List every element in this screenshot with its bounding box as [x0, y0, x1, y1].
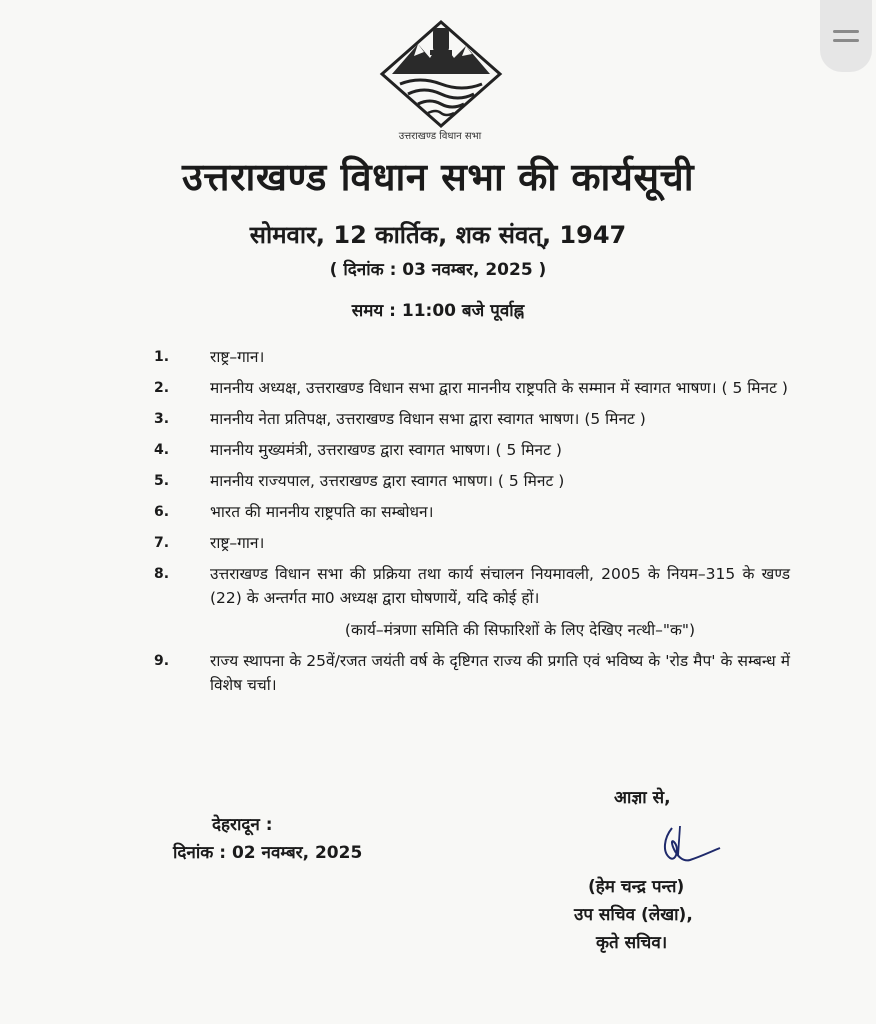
agenda-item	[150, 376, 790, 400]
page-subtitle: सोमवार, 12 कार्तिक, शक संवत्, 1947	[249, 221, 627, 249]
agenda-item-text: भारत की माननीय राष्ट्रपति का सम्बोधन।	[210, 503, 434, 521]
page-title: उत्तराखण्ड विधान सभा की कार्यसूची	[181, 155, 695, 199]
agenda-item-note: (कार्य–मंत्रणा समिति की सिफारिशों के लिए देखिए नत्थी–"क")	[344, 621, 696, 639]
agenda-item-number: 4.	[154, 442, 170, 458]
agenda-item	[150, 438, 790, 462]
agenda-item-text: राष्ट्र–गान।	[210, 534, 265, 552]
place-label: देहरादून :	[212, 815, 273, 835]
signer-title: उप सचिव (लेखा),	[574, 905, 693, 925]
session-time: समय : 11:00 बजे पूर्वाह्न	[351, 301, 525, 321]
signature-icon	[650, 818, 730, 878]
emblem-icon	[378, 18, 504, 130]
agenda-item	[150, 562, 790, 642]
agenda-item	[150, 345, 790, 369]
menu-icon-bar-top	[833, 30, 859, 33]
menu-icon-bar-bottom	[833, 39, 859, 42]
agenda-item-number: 6.	[154, 504, 170, 520]
agenda-item	[150, 531, 790, 555]
signer-name: (हेम चन्द्र पन्त)	[588, 877, 685, 897]
agenda-item	[150, 469, 790, 493]
agenda-item-number: 7.	[154, 535, 170, 551]
signer-subtitle: कृते सचिव।	[596, 933, 668, 953]
agenda-item-number: 3.	[154, 411, 170, 427]
agenda-list	[150, 345, 790, 704]
menu-button[interactable]	[820, 0, 872, 72]
agenda-item-number: 1.	[154, 349, 170, 365]
issue-date: दिनांक : 02 नवम्बर, 2025	[173, 843, 363, 863]
order-line: आज्ञा से,	[614, 788, 671, 808]
agenda-item-number: 2.	[154, 380, 170, 396]
agenda-item-text: माननीय अध्यक्ष, उत्तराखण्ड विधान सभा द्वारा माननीय राष्ट्रपति के सम्मान में स्वागत भाषण। ( 5 मिनट )	[210, 379, 788, 397]
agenda-item-number: 9.	[154, 653, 170, 669]
agenda-item-text: माननीय राज्यपाल, उत्तराखण्ड द्वारा स्वागत भाषण। ( 5 मिनट )	[210, 472, 565, 490]
agenda-item-text: माननीय मुख्यमंत्री, उत्तराखण्ड द्वारा स्वागत भाषण। ( 5 मिनट )	[210, 441, 562, 459]
logo-caption: उत्तराखण्ड विधान सभा	[398, 131, 482, 142]
agenda-item	[150, 649, 790, 697]
agenda-item-number: 8.	[154, 566, 170, 582]
agenda-item	[150, 500, 790, 524]
agenda-item-text: उत्तराखण्ड विधान सभा की प्रक्रिया तथा कार्य संचालन नियमावली, 2005 के नियम–315 के खण्ड (22) के अन्तर्गत मा0 अध्यक्ष द्वारा घोषणायें, यदि कोई हों।	[210, 565, 790, 607]
agenda-item-text: माननीय नेता प्रतिपक्ष, उत्तराखण्ड विधान सभा द्वारा स्वागत भाषण। (5 मिनट )	[210, 410, 646, 428]
agenda-item-number: 5.	[154, 473, 170, 489]
agenda-item-text: राज्य स्थापना के 25वें/रजत जयंती वर्ष के दृष्टिगत राज्य की प्रगति एवं भविष्य के 'रोड मैप' के सम्बन्ध में विशेष चर्चा।	[210, 652, 790, 694]
agenda-item	[150, 407, 790, 431]
session-date: ( दिनांक : 03 नवम्बर, 2025 )	[329, 260, 547, 280]
agenda-item-text: राष्ट्र–गान।	[210, 348, 265, 366]
